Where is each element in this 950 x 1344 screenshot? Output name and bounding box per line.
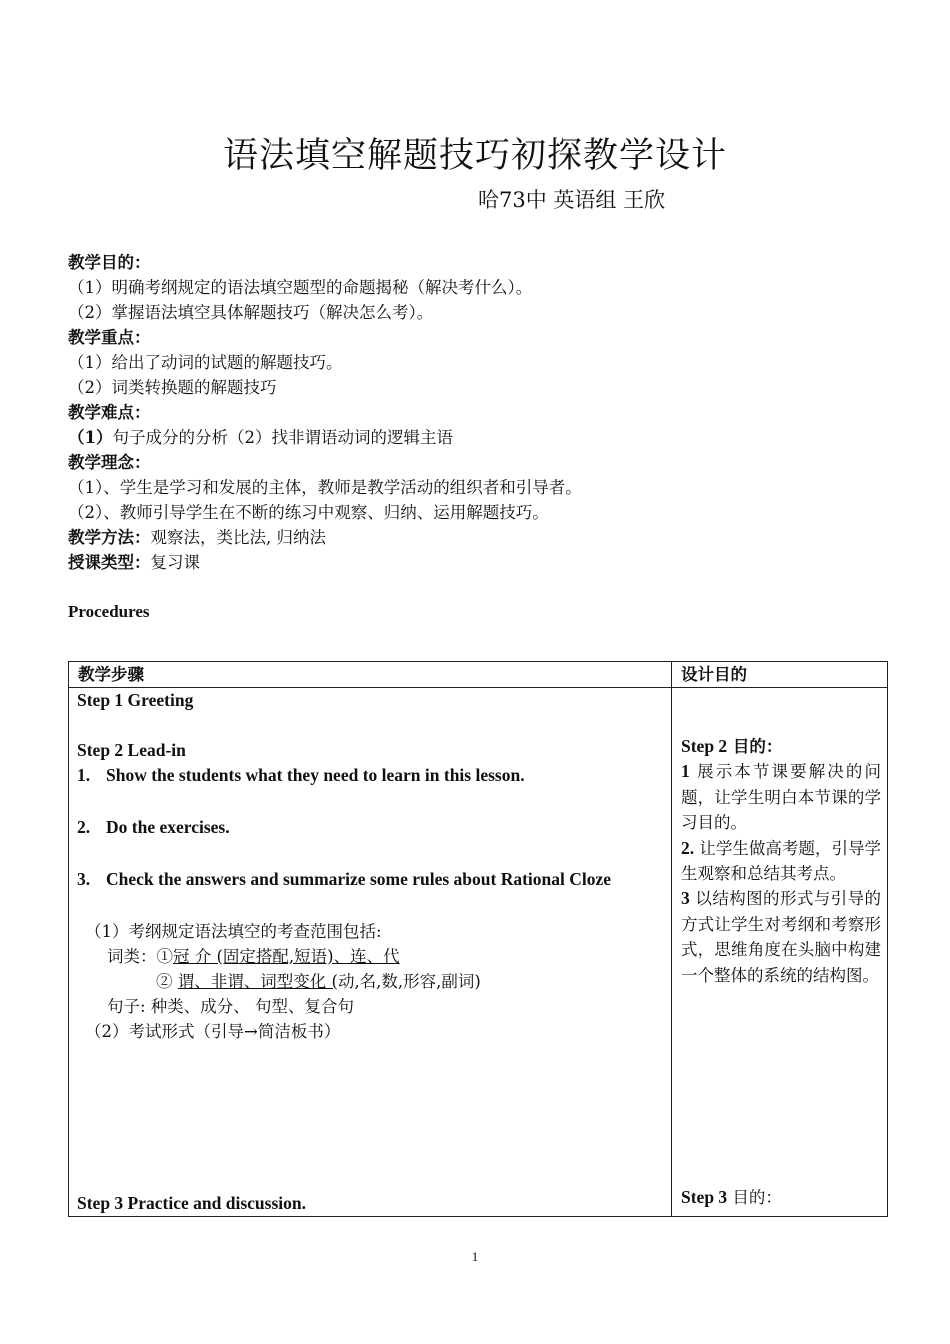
- lesson-type-label: 授课类型：: [68, 553, 151, 572]
- goal-heading: 教学目的：: [68, 253, 151, 272]
- concept-item: （2）、教师引导学生在不断的练习中观察、归纳、运用解题技巧。: [68, 503, 549, 522]
- document-title: 语法填空解题技巧初探教学设计: [222, 136, 727, 176]
- goal-item: （2）掌握语法填空具体解题技巧（解决怎么考）。: [68, 303, 434, 322]
- step3-heading: Step 3 Practice and discussion.: [77, 1193, 306, 1213]
- purpose-text: [681, 734, 881, 988]
- word-class-items-2-rest: 动,名,数,形容,副词): [337, 972, 481, 991]
- lesson-type-value: 复习课: [150, 553, 200, 572]
- key-point-item: （1）给出了动词的试题的解题技巧。: [68, 353, 343, 372]
- step1-heading: Step 1 Greeting: [77, 690, 194, 710]
- key-point-heading: 教学重点：: [68, 328, 151, 347]
- difficulty-item: [68, 425, 582, 450]
- list-item-text: Check the answers and summarize some rules about Rational Cloze: [106, 869, 612, 889]
- word-class-mark: ②: [156, 972, 178, 991]
- column-header-steps: 教学步骤: [69, 662, 672, 688]
- list-item-number: 1.: [77, 765, 91, 785]
- purpose-step3-label: Step 3: [681, 1187, 728, 1207]
- step2-heading: Step 2 Lead-in: [77, 740, 186, 760]
- teaching-objectives: [68, 250, 582, 575]
- word-class-items-2: 谓、非谓、词型变化 (: [177, 972, 338, 991]
- purpose-item-number: 1: [681, 761, 690, 782]
- table-header-row: [69, 662, 888, 688]
- table-row: [69, 688, 888, 1217]
- concept-item: （1）、学生是学习和发展的主体，教师是教学活动的组织者和引导者。: [68, 478, 582, 497]
- list-item-number: 3.: [77, 869, 91, 889]
- purpose-item: [681, 836, 881, 887]
- scope-intro: （1）考纲规定语法填空的考查范围包括:: [85, 922, 382, 941]
- procedures-heading: Procedures: [68, 602, 150, 621]
- author-byline: 哈73中 英语组 王欣: [478, 188, 666, 212]
- method-value: 观察法，类比法, 归纳法: [150, 528, 326, 547]
- page-number: 1: [471, 1249, 479, 1264]
- purpose-item-text: 让学生做高考题，引导学生观察和总结其考点。: [681, 838, 881, 884]
- difficulty-text: 句子成分的分析（2）找非谓语动词的逻辑主语: [112, 428, 453, 447]
- word-class-items-1: 冠 介 (固定搭配,短语)、连、代: [173, 947, 400, 966]
- purpose-item-text: 以结构图的形式与引导的方式让学生对考纲和考察形式，思维角度在头脑中构建一个整体的系统的结构图。: [681, 889, 881, 985]
- purpose-item-number: 2.: [681, 837, 695, 858]
- purpose-cell: [672, 688, 888, 1217]
- purpose-step2-label: Step 2: [681, 736, 728, 756]
- difficulty-heading: 教学难点：: [68, 403, 151, 422]
- word-class-line-1: [107, 943, 400, 967]
- concept-heading: 教学理念：: [68, 453, 151, 472]
- word-class-label: 词类：①: [107, 947, 173, 966]
- purpose-step3-suffix: 目的：: [727, 1188, 782, 1207]
- exam-form-line: （2）考试形式（引导→简洁板书）: [85, 1022, 341, 1041]
- purpose-step2-suffix: 目的：: [727, 737, 783, 756]
- list-item-text: Show the students what they need to learn in this lesson.: [106, 765, 525, 785]
- method-line: [68, 525, 582, 550]
- purpose-item: [681, 759, 881, 835]
- list-item-text: Do the exercises.: [106, 817, 230, 837]
- sentence-line: 句子: 种类、成分、 句型、复合句: [107, 997, 355, 1016]
- purpose-item: [681, 886, 881, 988]
- purpose-step3-heading: [681, 1184, 782, 1208]
- lesson-type-line: [68, 550, 582, 575]
- purpose-item-number: 3: [681, 888, 690, 909]
- column-header-purpose: 设计目的: [672, 662, 888, 688]
- purpose-step2-heading: [681, 734, 881, 759]
- method-label: 教学方法：: [68, 528, 151, 547]
- purpose-item-text: 展示本节课要解决的问题，让学生明白本节课的学习目的。: [681, 762, 881, 833]
- procedures-table: [68, 661, 888, 1217]
- key-point-item: （2）词类转换题的解题技巧: [68, 378, 277, 397]
- goal-item: （1）明确考纲规定的语法填空题型的命题揭秘（解决考什么）。: [68, 278, 533, 297]
- steps-cell: [69, 688, 672, 1217]
- list-item-number: 2.: [77, 817, 91, 837]
- word-class-line-2: [156, 968, 481, 992]
- difficulty-number: （1）: [68, 428, 113, 447]
